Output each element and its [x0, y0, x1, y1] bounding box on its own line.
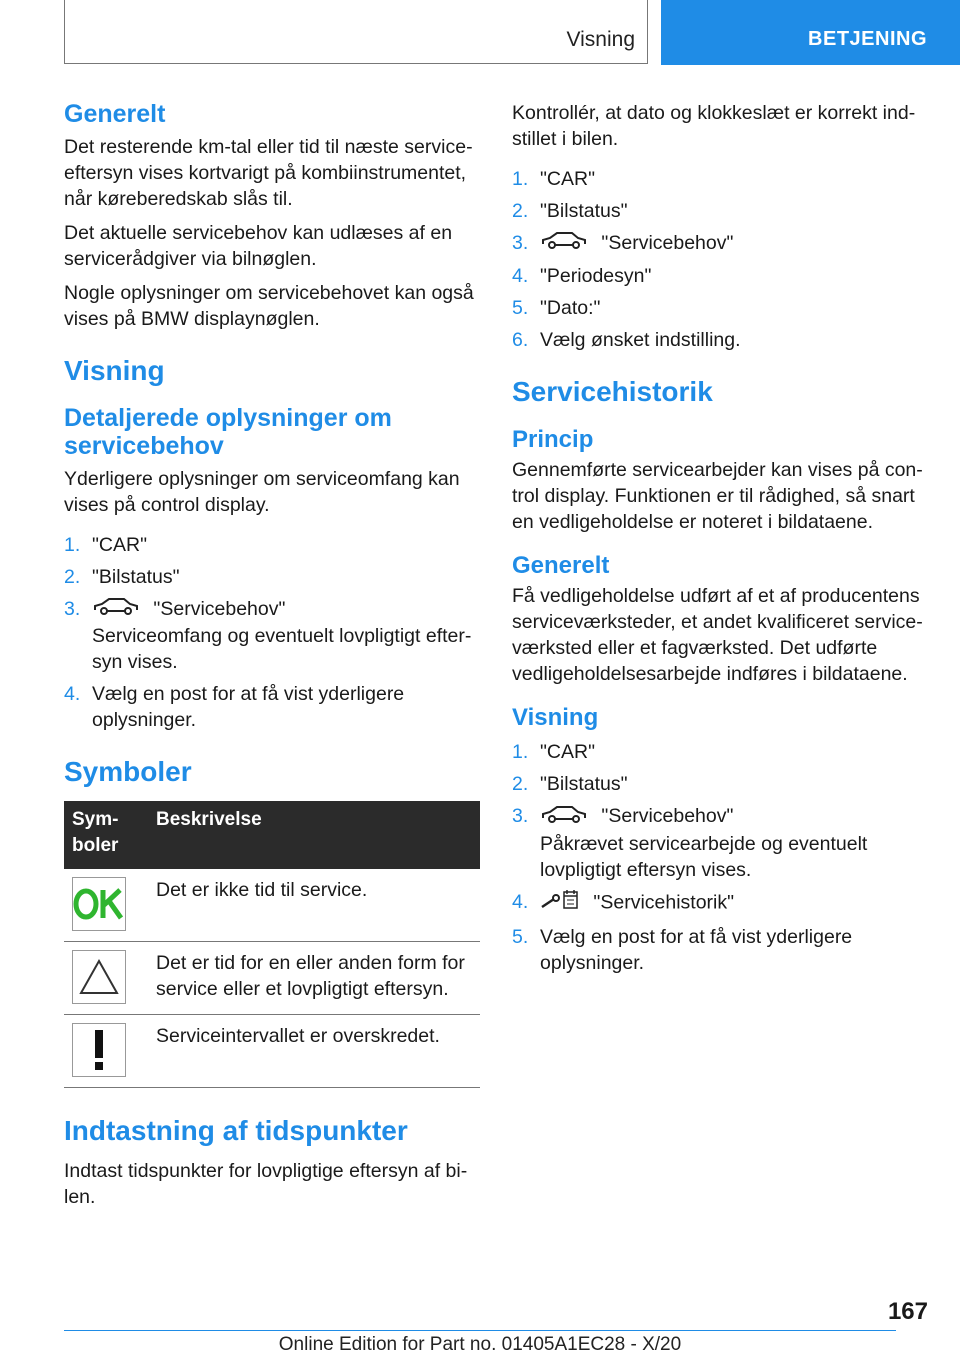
heading-princip: Princip	[512, 426, 594, 454]
list-item	[512, 771, 928, 797]
heading-indtastning: Indtastning af tidspunkter	[64, 1115, 408, 1147]
paragraph: Det aktuelle servicebehov kan udlæses af en servicerådgiver via bilnøglen.	[64, 222, 453, 270]
list-item	[512, 263, 928, 289]
step-text: "Dato:"	[540, 297, 601, 320]
list-item	[512, 924, 928, 976]
car-icon	[92, 596, 140, 623]
heading-detaljer: Detaljerede oplysninger om servicebehov	[64, 404, 392, 460]
step-number: 2.	[512, 200, 529, 222]
list-item	[512, 327, 928, 353]
table-header-row	[64, 801, 480, 869]
table-cell-description: Det er tid for en eller anden form for service eller et lovpligtigt eftersyn.	[148, 942, 480, 1015]
footer-divider	[64, 1330, 896, 1331]
step-text: "CAR"	[540, 741, 596, 764]
step-text: Vælg en post for at få vist yderligere oplysninger.	[540, 925, 853, 974]
table-header-symbols: Symboler	[64, 801, 148, 869]
heading-visning: Visning	[512, 704, 599, 732]
paragraph: Indtast tidspunkter for lovpligtige eftersyn af bilen.	[64, 1160, 468, 1209]
paragraph: Nogle oplysninger om servicebehovet kan også vises på BMW displaynøglen.	[64, 282, 474, 330]
step-text: "CAR"	[540, 168, 596, 190]
table-header-description: Beskrivelse	[148, 801, 480, 869]
step-number: 4.	[64, 683, 81, 706]
car-icon	[540, 230, 588, 257]
exclamation-icon	[72, 1023, 126, 1077]
step-text: "Periodesyn"	[540, 265, 652, 288]
step-number: 6.	[512, 329, 529, 352]
step-number: 3.	[512, 232, 529, 254]
warning-triangle-icon	[72, 950, 126, 1004]
left-column	[64, 100, 480, 1218]
step-text: "Servicebehov"	[601, 805, 734, 828]
list-item	[64, 564, 480, 590]
step-number: 5.	[512, 925, 529, 948]
step-text: "Servicebehov"	[601, 232, 734, 254]
step-number: 4.	[512, 890, 529, 913]
list-item	[512, 230, 928, 257]
step-text: "Servicehistorik"	[593, 891, 735, 914]
step-number: 3.	[512, 805, 529, 828]
paragraph: Gennemførte servicearbejder kan vises på control display. Funktionen er til rådighed, så snart en vedligeholdelse er noteret i bildataene.	[512, 459, 923, 534]
table-cell-description: Serviceintervallet er overskredet.	[148, 1015, 480, 1088]
header-box	[64, 0, 648, 64]
heading-generelt: Generelt	[512, 552, 610, 580]
step-number: 1.	[64, 534, 81, 556]
car-icon	[540, 804, 588, 831]
step-text: "Bilstatus"	[540, 200, 628, 222]
footer-edition-text: Online Edition for Part no. 01405A1EC28 - X/20	[278, 1334, 682, 1355]
step-number: 3.	[64, 598, 81, 620]
list-item	[64, 681, 480, 733]
list-item	[512, 803, 928, 882]
step-number: 4.	[512, 265, 529, 288]
list-item	[512, 295, 928, 321]
table-row	[64, 942, 480, 1015]
header-chapter-tab: BETJENING	[661, 0, 960, 65]
list-item	[64, 532, 480, 558]
heading-visning: Visning	[64, 355, 165, 386]
paragraph: Yderligere oplysninger om serviceomfang kan vises på control display.	[64, 468, 460, 516]
step-text: "Bilstatus"	[92, 566, 180, 588]
list-item	[512, 739, 928, 765]
page-number: 167	[887, 1298, 928, 1325]
step-text: "Bilstatus"	[540, 773, 628, 796]
symbols-table	[64, 801, 480, 1088]
list-item	[512, 198, 928, 224]
steps-list	[512, 739, 928, 975]
step-number: 1.	[512, 741, 529, 764]
step-text: Vælg ønsket indstilling.	[540, 329, 741, 352]
right-column	[512, 100, 928, 990]
step-number: 2.	[512, 773, 529, 796]
step-number: 5.	[512, 297, 529, 320]
list-item	[512, 889, 928, 918]
step-text: Vælg en post for at få vist yderligere oplysninger.	[92, 683, 405, 732]
paragraph: Få vedligeholdelse udført af et af producentens serviceværksteder, et andet kvalificeret serviceværksted eller et fagværksted. Det udførte vedligeholdelsesarbejde indføres i bildataene.	[512, 585, 923, 686]
step-number: 1.	[512, 168, 529, 190]
header-section-title: Visning	[566, 28, 635, 51]
table-cell-description: Det er ikke tid til service.	[148, 869, 480, 942]
paragraph: Det resterende km-tal eller tid til næste serviceeftersyn vises kortvarigt på kombiinstrumentet, når køreberedskab slås til.	[64, 136, 473, 210]
step-text: "Servicebehov"	[153, 598, 286, 620]
step-subtext: Serviceomfang og eventuelt lovpligtigt eftersyn vises.	[92, 625, 472, 674]
paragraph: Kontrollér, at dato og klokkeslæt er korrekt indstillet i bilen.	[512, 102, 916, 150]
heading-symboler: Symboler	[64, 756, 192, 788]
step-subtext: Påkrævet servicearbejde og eventuelt lovpligtigt eftersyn vises.	[540, 832, 868, 881]
step-text: "CAR"	[92, 534, 148, 556]
steps-list	[512, 166, 928, 353]
step-number: 2.	[64, 566, 81, 588]
wrench-calendar-icon	[540, 889, 580, 918]
heading-generelt: Generelt	[64, 100, 166, 128]
steps-list	[64, 532, 480, 733]
heading-servicehistorik: Servicehistorik	[512, 376, 713, 408]
table-row	[64, 869, 480, 942]
ok-icon	[72, 877, 126, 931]
list-item	[64, 596, 480, 675]
list-item	[512, 166, 928, 192]
table-row	[64, 1015, 480, 1088]
